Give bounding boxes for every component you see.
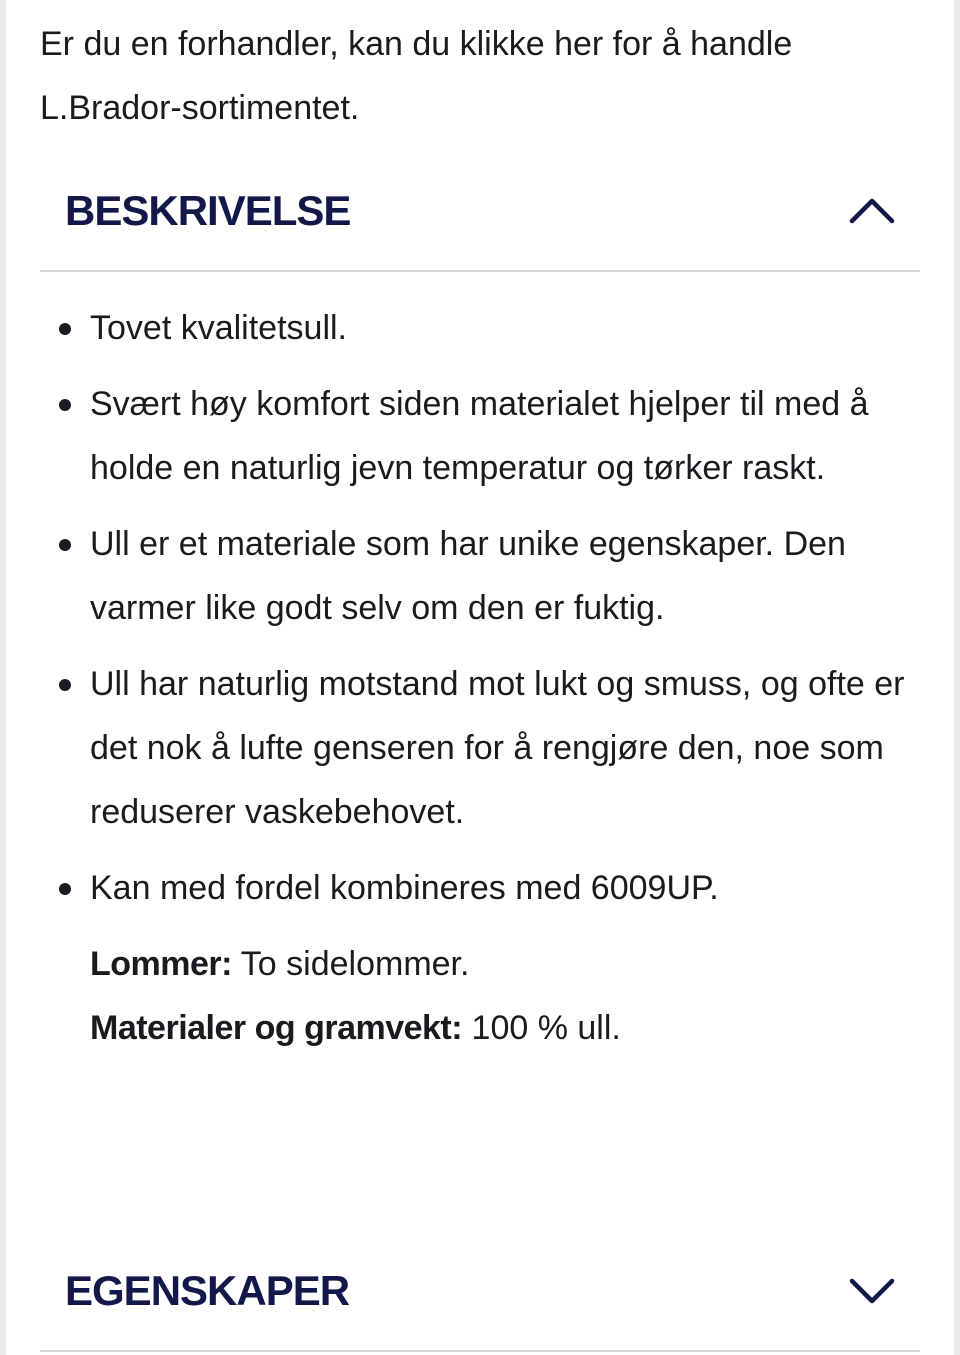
list-item: Ull har naturlig motstand mot lukt og smuss, og ofte er det nok å lufte genseren for å rengjøre den, noe som reduserer vaskebehovet. xyxy=(40,652,920,844)
spec-label: Lommer: xyxy=(90,945,232,983)
list-item: Ull er et materiale som har unike egenskaper. Den varmer like godt selv om den er fuktig. xyxy=(40,512,920,640)
list-item: Kan med fordel kombineres med 6009UP. xyxy=(40,856,920,920)
spec-pockets xyxy=(40,932,920,996)
reseller-link[interactable]: Er du en forhandler, kan du klikke her for å handle L.Brador-sortimentet. xyxy=(40,25,793,127)
reseller-notice xyxy=(40,12,840,140)
list-item: Tovet kvalitetsull. xyxy=(40,296,920,360)
spec-label: Materialer og gramvekt: xyxy=(90,1009,463,1047)
accordion-header-beskrivelse[interactable] xyxy=(40,152,920,272)
accordion-header-egenskaper[interactable] xyxy=(40,1232,920,1352)
description-bullet-list xyxy=(40,296,920,920)
chevron-up-icon[interactable] xyxy=(848,187,896,235)
spec-materials xyxy=(40,996,920,1060)
chevron-down-icon[interactable] xyxy=(848,1267,896,1315)
right-edge-shadow xyxy=(954,0,960,1355)
list-item: Svært høy komfort siden materialet hjelper til med å holde en naturlig jevn temperatur og tørker raskt. xyxy=(40,372,920,500)
accordion-title-beskrivelse: BESKRIVELSE xyxy=(65,187,351,234)
accordion-panel-beskrivelse xyxy=(40,296,920,1060)
left-edge-shadow xyxy=(0,0,6,1355)
accordion-title-egenskaper: EGENSKAPER xyxy=(65,1267,350,1314)
spec-value: 100 % ull. xyxy=(462,1009,621,1047)
spec-value: To sidelommer. xyxy=(231,945,470,983)
